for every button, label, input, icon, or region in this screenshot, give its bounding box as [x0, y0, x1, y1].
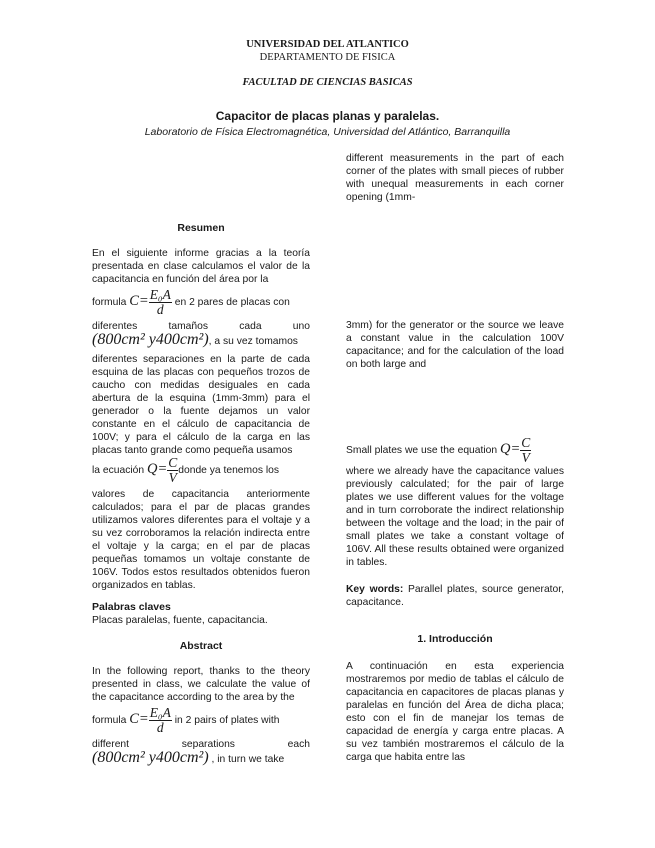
intro-heading: 1. Introducción: [417, 633, 493, 645]
abstract-separations-line: different separations each: [92, 739, 310, 750]
intro-paragraph: A continuación en esta experiencia mostraremos por medio de tablas el cálculo de capacitancia en capacitores de placas planas y paralelas en función del Área de dicha placa; esto con el fin de manejar los temas de capacidad de energía y carga entre placas. A su vez también mostraremos el cálculo de la carga que habita entre las: [346, 661, 564, 763]
abstract-heading: Abstract: [179, 640, 223, 652]
resumen-sizes-line: diferentes tamaños cada uno: [92, 321, 310, 332]
abstract-areas-line: (800cm² y400cm²) , in turn we take: [92, 749, 285, 766]
resumen-paragraph-1: En el siguiente informe gracias a la teoría presentada en clase calculamos el valor de la capacitancia en función del área por la: [92, 248, 310, 285]
palabras-text: Placas paralelas, fuente, capacitancia.: [92, 615, 268, 626]
paper-affiliation: Laboratorio de Física Electromagnética, Universidad del Atlántico, Barranquilla: [144, 126, 511, 138]
palabras-heading: Palabras claves: [92, 601, 171, 613]
abstract-right-equation-line: Small plates we use the equation Q= $\frac{C}{V}$: [346, 435, 531, 465]
abstract-right-mid: 3mm) for the generator or the source we leave a constant value in the calculation 100V capacitance; and for the calculation of the load on both large and: [346, 320, 564, 370]
formula-c: C: [129, 293, 139, 310]
department-name: DEPARTAMENTO DE FISICA: [259, 52, 396, 63]
keywords-text: Parallel plates, source generator, capacitance.: [346, 584, 564, 608]
resumen-heading: Resumen: [177, 222, 225, 234]
abstract-right-top: different measurements in the part of each corner of the plates with small pieces of rubber with unequal measurements in each corner opening (1mm-: [346, 153, 564, 203]
resumen-paragraph-2: diferentes separaciones en la parte de cada esquina de las placas con pequeños trozos de caucho con medidas desiguales en cada abertura de la esquina (1mm-3mm) para el generador o la fuente dejamos un valor constante en el cálculo de capacitancia de 100V; y para el cálculo de la carga en las placas tanto grande como pequeña usamos: [92, 354, 310, 456]
abstract-formula-line: formula C= $\frac{\text{E₀A}}{d}$ in 2 pairs of plates with: [92, 705, 280, 735]
resumen-formula-line: formula C= $\frac{\text{E₀A}}{d}$ en 2 pares de placas con: [92, 287, 290, 317]
fraction-c-over-v-abstract: $\frac{C}{V}$: [521, 435, 531, 465]
fraction-e0a-over-d: $\frac{\text{E₀A}}{d}$: [149, 287, 171, 317]
faculty-name: FACULTAD DE CIENCIAS BASICAS: [242, 77, 413, 88]
paper-title: Capacitor de placas planas y paralelas.: [215, 109, 440, 123]
abstract-right-low: where we already have the capacitance values previously calculated; for the pair of large plates we use different values for the voltage and in turn corroborate the indirect relationship between the voltage and the load; in the pair of small plates we take a constant voltage of 106V. All these results obtained were organized in tables.: [346, 466, 564, 568]
areas-expression-abstract: (800cm² y400cm²): [92, 749, 209, 766]
resumen-equation-line: la ecuación Q= $\frac{C}{V}$ donde ya tenemos los: [92, 455, 280, 485]
fraction-c-over-v: $\frac{C}{V}$: [168, 455, 178, 485]
resumen-areas-line: (800cm² y400cm²), a su vez tomamos: [92, 331, 298, 348]
keywords-line: [346, 583, 564, 609]
university-name: UNIVERSIDAD DEL ATLANTICO: [246, 39, 409, 50]
resumen-paragraph-3: valores de capacitancia anteriormente calculados; para el par de placas grandes utilizamos valores diferentes para el voltaje y a su vez corroboramos la relación indirecta entre el voltaje y la carga; en el par de placas pequeñas tomamos un voltaje constante de 106V. Todos estos resultados obtenidos fueron organizados en tablas.: [92, 489, 310, 591]
fraction-e0a-over-d-abstract: $\frac{\text{E₀A}}{d}$: [149, 705, 171, 735]
abstract-paragraph-1: In the following report, thanks to the theory presented in class, we calculate the value of the capacitance according to the area by the: [92, 666, 310, 703]
areas-expression: (800cm² y400cm²): [92, 331, 209, 348]
keywords-label: Key words:: [346, 584, 404, 595]
